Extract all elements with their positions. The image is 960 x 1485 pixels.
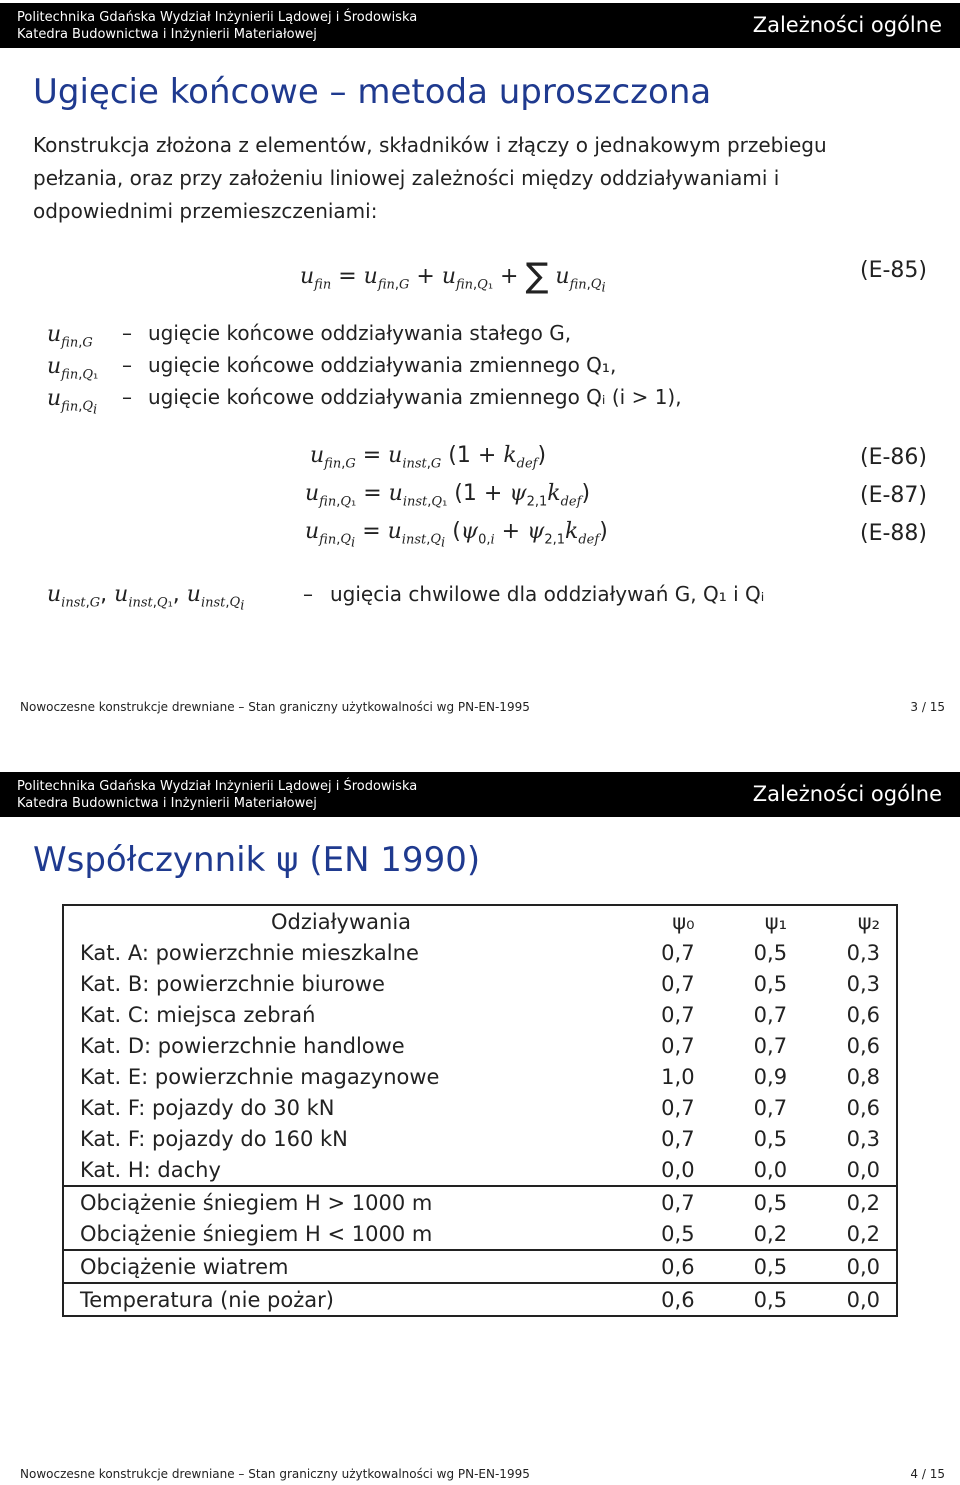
value-cell: 0,6 [803,1030,897,1061]
value-cell: 0,5 [753,1126,788,1151]
table-row [63,1061,897,1092]
value-cell: 0,5 [753,940,788,965]
inst-description: ugięcia chwilowe dla oddziaływań G, Q₁ i Qᵢ [330,582,765,606]
slide1-page-number: 3 / 15 [910,700,945,714]
slide2-page-number: 4 / 15 [910,1467,945,1481]
value-cell: 0,7 [661,940,695,965]
psi-coefficients-table [62,904,898,1317]
value-cell: 0,7 [753,1002,788,1027]
slide2-title: Współczynnik ψ (EN 1990) [33,840,481,880]
column-header: ψ₀ [672,909,695,934]
dash: – [122,321,132,345]
row-label-cell: Kat. E: powierzchnie magazynowe [63,1061,618,1092]
row-label-cell: Temperatura (nie pożar) [63,1283,618,1316]
value-cell: 0,2 [753,1221,788,1246]
value-cell: 0,5 [753,1190,788,1215]
table-row [63,1123,897,1154]
row-label-cell: Obciążenie wiatrem [63,1250,618,1283]
definition-item: ugięcie końcowe oddziaływania zmiennego Q₁, [148,353,617,377]
institution-line1: Politechnika Gdańska Wydział Inżynierii Lądowej i Środowiska [17,10,418,25]
value-cell: 0,7 [753,1095,788,1120]
value-cell: 0,2 [803,1218,897,1250]
table-row [63,1092,897,1123]
value-cell: 0,0 [803,1283,897,1316]
value-cell: 0,0 [661,1157,695,1182]
slide1-footer: Nowoczesne konstrukcje drewniane – Stan graniczny użytkowalności wg PN-EN-1995 [20,700,530,714]
slide1-intro: Konstrukcja złożona z elementów, składników i złączy o jednakowym przebiegu pełzania, oraz przy założeniu liniowej zależności między oddziaływaniami i odpowiednimi przemieszczeniami: [33,133,827,223]
value-cell: 0,6 [661,1254,695,1279]
value-cell: 0,0 [753,1157,788,1182]
value-cell: 0,7 [753,1033,788,1058]
table-row [63,937,897,968]
value-cell: 0,3 [803,937,897,968]
table-row [63,1218,897,1250]
table-row [63,1186,897,1218]
eq87-number: (E-87) [860,483,927,508]
institution-line2: Katedra Budownictwa i Inżynierii Materiałowej [17,27,317,42]
definition-item: ugięcie końcowe oddziaływania stałego G, [148,321,572,345]
slide1-title: Ugięcie końcowe – metoda uproszczona [33,72,712,112]
value-cell: 0,6 [618,1283,711,1316]
row-label-cell: Kat. D: powierzchnie handlowe [63,1030,618,1061]
value-cell: 0,7 [661,1095,695,1120]
eq85-number: (E-85) [860,258,927,283]
row-label-cell: Obciążenie śniegiem H > 1000 m [63,1186,618,1218]
value-cell: 0,7 [661,1190,695,1215]
value-cell: 0,6 [803,999,897,1030]
equation-e86: $u_{fin,G} = u_{inst,G}$ $(1 + k_{def})$ [310,443,547,472]
table-row [63,999,897,1030]
value-cell: 0,7 [661,1002,695,1027]
value-cell: 0,3 [803,968,897,999]
section-title: Zależności ogólne [752,13,942,37]
slide2-footer: Nowoczesne konstrukcje drewniane – Stan graniczny użytkowalności wg PN-EN-1995 [20,1467,530,1481]
value-cell: 0,2 [803,1186,897,1218]
table-header-row [63,905,897,937]
eq88-number: (E-88) [860,521,927,546]
symbol-ufinQ1: $u_{fin,Q_1}$ [47,354,99,383]
section-title: Zależności ogólne [752,782,942,806]
dash: – [122,353,132,377]
symbol-ufinG: $u_{fin,G}$ [47,322,93,351]
value-cell: 0,7 [661,1126,695,1151]
definition-item: ugięcie końcowe oddziaływania zmiennego Qᵢ (i > 1), [148,385,682,409]
value-cell: 0,3 [803,1123,897,1154]
symbols-uinst: $u_{inst,G}$, $u_{inst,Q_1}$, $u_{inst,Q_i}$ [47,582,245,614]
table-row [63,1154,897,1186]
institution-name [17,778,417,812]
institution-name [17,9,417,43]
row-label-cell: Kat. H: dachy [63,1154,618,1186]
institution-line2: Katedra Budownictwa i Inżynierii Materiałowej [17,796,317,811]
value-cell: 0,6 [803,1092,897,1123]
value-cell: 0,5 [753,1254,788,1279]
equation-e88: $u_{fin,Q_i} = u_{inst,Q_i}$ $(\psi_{0,i} + \psi_{2,1}k_{def})$ [305,519,608,551]
slide1-header-bar [0,3,960,48]
row-label-cell: Kat. C: miejsca zebrań [63,999,618,1030]
institution-line1: Politechnika Gdańska Wydział Inżynierii Lądowej i Środowiska [17,779,418,794]
table-row [63,1030,897,1061]
slide2-header-bar [0,772,960,817]
row-label-cell: Obciążenie śniegiem H < 1000 m [63,1218,618,1250]
value-cell: 0,9 [753,1064,788,1089]
row-label-cell: Kat. A: powierzchnie mieszkalne [63,937,618,968]
value-cell: 0,5 [711,1283,804,1316]
row-label-cell: Kat. F: pojazdy do 160 kN [63,1123,618,1154]
value-cell: 0,5 [661,1221,695,1246]
value-cell: 0,0 [803,1250,897,1283]
table-row [63,1283,897,1316]
row-label-cell: Kat. F: pojazdy do 30 kN [63,1092,618,1123]
column-header: Odziaływania [63,905,618,937]
row-label-cell: Kat. B: powierzchnie biurowe [63,968,618,999]
column-header: ψ₂ [803,905,897,937]
table-row [63,1250,897,1283]
eq86-number: (E-86) [860,445,927,470]
symbol-ufinQi: $u_{fin,Q_i}$ [47,386,98,418]
value-cell: 0,5 [753,971,788,996]
dash: – [122,385,132,409]
value-cell: 0,8 [803,1061,897,1092]
value-cell: 1,0 [661,1064,695,1089]
value-cell: 0,7 [661,1033,695,1058]
equation-e87: $u_{fin,Q_1} = u_{inst,Q_1}$ $(1 + \psi_{2,1}k_{def})$ [305,481,591,510]
value-cell: 0,7 [661,971,695,996]
equation-e85: $u_{fin} = u_{fin,G} + u_{fin,Q_1}$ + ∑ $u_{fin,Q_i}$ [300,256,606,296]
column-header: ψ₁ [764,909,788,934]
dash: – [303,582,313,606]
table-row [63,968,897,999]
value-cell: 0,0 [803,1154,897,1186]
